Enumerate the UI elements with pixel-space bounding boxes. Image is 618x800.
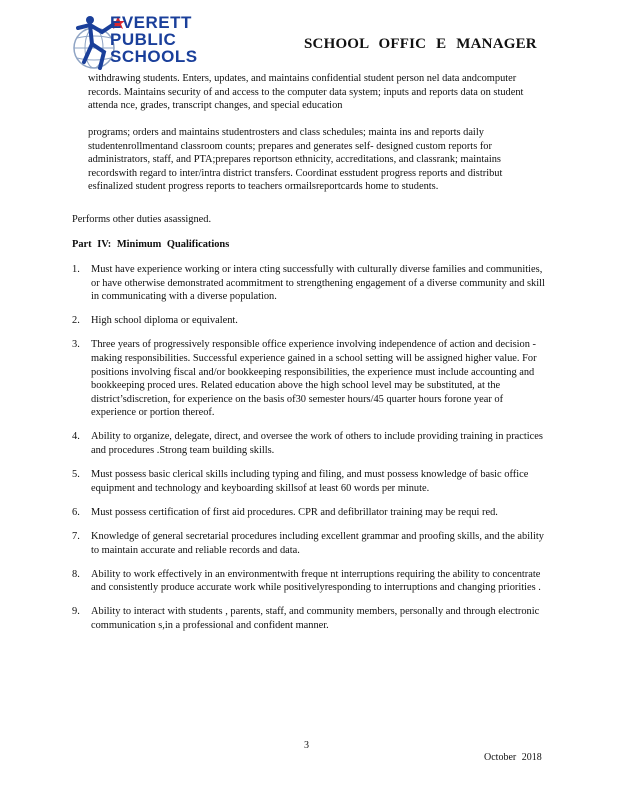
item-text: Three years of progressively responsible office experience involving independence of action and decision -making responsibilities. Successful experience gained in a school setting will be assigned higher value. For positions involving fiscal and/or bookkeeping responsibilities, the experience must include accounting and bookkeeping proced ures. Related education above the high school level may be substituted, at the district’sdiscretion, for experience on the basis of30 semester hours/45 quarter hours forone year of experience or portion thereof.	[91, 339, 537, 419]
logo-line-1: EVERETT	[110, 13, 192, 32]
qualification-item	[72, 530, 546, 557]
qualification-item	[72, 568, 546, 595]
qualification-item	[72, 506, 546, 520]
everett-public-schools-logo	[70, 10, 240, 78]
qualification-item	[72, 338, 546, 420]
duties-paragraph-2: programs; orders and maintains studentrosters and class schedules; mainta ins and reports daily studentenrollmentand classroom counts; prepares and generates self- designed custom reports for administrators, staff, and PTA;prepares reportson ethnicity, accreditations, and classrank; maintains recordswith regard to inter/intra district transfers. Coordinat esstudent progress reports and distribut esfinalized student progress reports to teachers ormailsreportcards home to students.	[88, 127, 503, 193]
duties-paragraph-1: withdrawing students. Enters, updates, and maintains confidential student person nel data andcomputer records. Maintains security of and access to the computer data system; inputs and reports data on student attenda nce, grades, transcript changes, and special education	[88, 73, 524, 112]
section-heading: Part IV: Minimum Qualifications	[72, 239, 230, 250]
item-number: 8.	[72, 568, 80, 580]
qualification-item	[72, 314, 546, 328]
page-number: 3	[304, 740, 309, 751]
item-text: Must possess certification of first aid procedures. CPR and defibrillator training may be requi red.	[91, 506, 498, 518]
other-duties-text: Performs other duties asassigned.	[72, 214, 212, 225]
item-text: Knowledge of general secretarial procedures including excellent grammar and proofing skills, and the ability to maintain accurate and reliable records and data.	[91, 530, 544, 556]
qualification-item	[72, 263, 546, 304]
item-text: Ability to interact with students , parents, staff, and community members, personally and through electronic communication s,in a professional and confident manner.	[91, 606, 540, 631]
item-text: Must have experience working or intera cting successfully with culturally diverse families and communities, or have otherwise demonstrated acommitment to strengthening engagement of a diverse community and skill in communicating with a diverse population.	[91, 264, 545, 303]
logo-line-3: SCHOOLS	[110, 47, 198, 66]
item-number: 3.	[72, 339, 80, 351]
item-text: Ability to organize, delegate, direct, and oversee the work of others to include providing training in practices and procedures .Strong team building skills.	[91, 431, 543, 457]
item-number: 7.	[72, 530, 80, 542]
item-text: Ability to work effectively in an environmentwith freque nt interruptions requiring the ability to concentrate and consistently produce accurate work while positivelyresponding to interruptions and changing priorities .	[91, 568, 541, 594]
qualification-item	[72, 430, 546, 457]
item-text: Must possess basic clerical skills including typing and filing, and must possess knowledge of basic office equipment and technology and keyboarding skillsof at least 60 words per minute.	[91, 469, 529, 494]
item-number: 5.	[72, 469, 80, 481]
item-text: High school diploma or equivalent.	[91, 315, 238, 327]
qualification-item	[72, 468, 546, 495]
document-title: SCHOOL OFFIC E MANAGER	[304, 36, 537, 52]
item-number: 9.	[72, 606, 80, 618]
item-number: 4.	[72, 431, 80, 443]
item-number: 1.	[72, 264, 80, 275]
logo-line-2: PUBLIC	[110, 30, 177, 49]
item-number: 6.	[72, 506, 80, 518]
revision-date: October 2018	[484, 752, 542, 763]
qualifications-list	[72, 263, 546, 643]
item-number: 2.	[72, 315, 80, 327]
logo-wordmark	[110, 14, 198, 65]
qualification-item	[72, 605, 546, 632]
